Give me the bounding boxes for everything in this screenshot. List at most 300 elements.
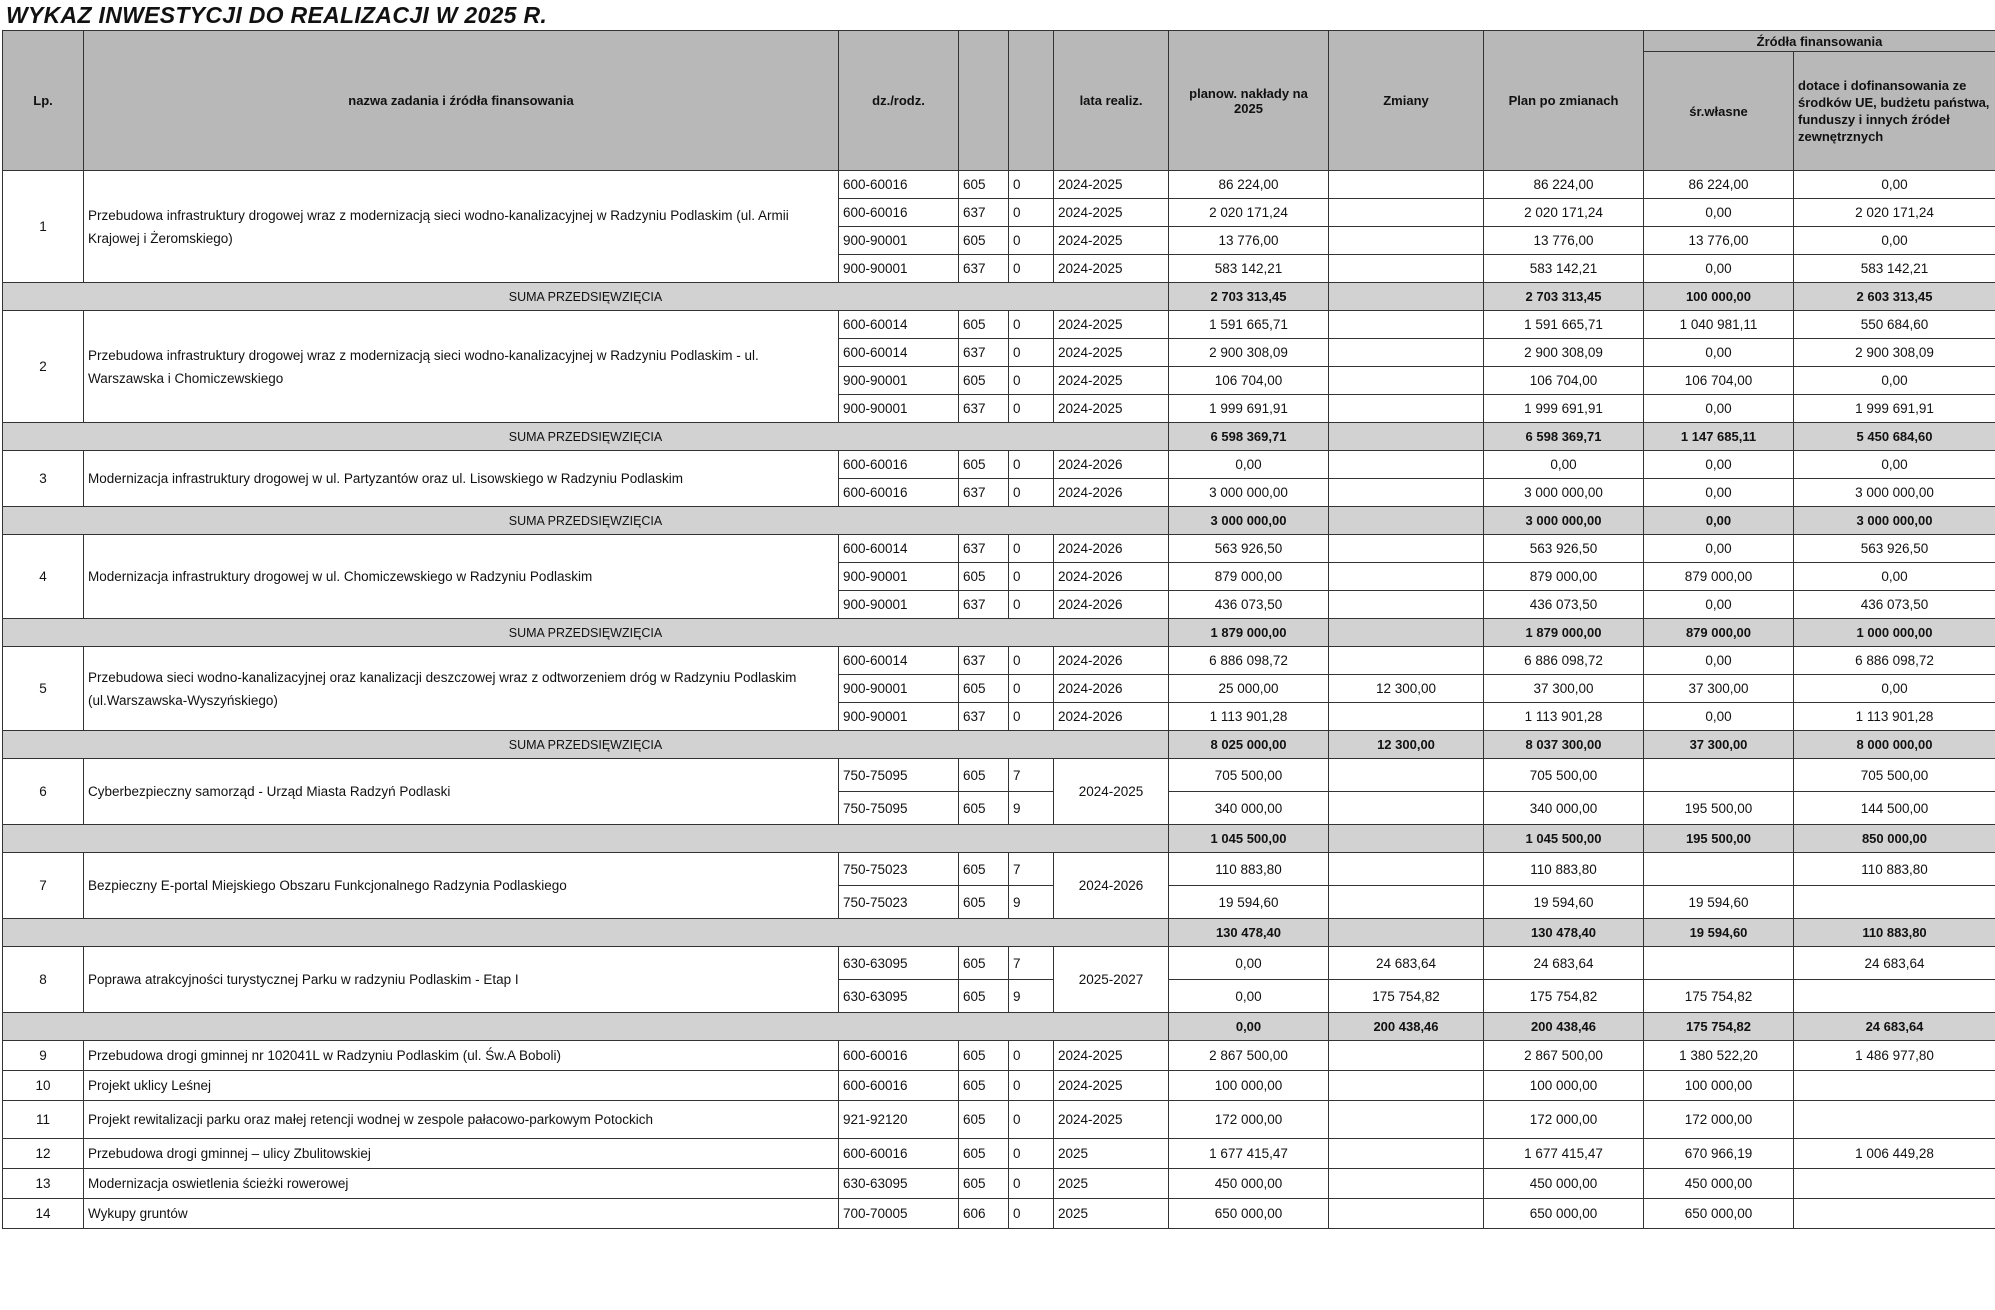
own-funds: 0,00 (1644, 703, 1794, 731)
grant-funds: 110 883,80 (1794, 853, 1995, 886)
source-digit: 0 (1009, 1071, 1054, 1101)
row-number: 11 (3, 1101, 84, 1139)
header-dz: dz./rodz. (839, 31, 959, 171)
plan-after-changes: 13 776,00 (1484, 227, 1644, 255)
planned-amount: 436 073,50 (1169, 591, 1329, 619)
paragraph-code: 605 (959, 171, 1009, 199)
planned-amount: 2 900 308,09 (1169, 339, 1329, 367)
grant-funds: 1 486 977,80 (1794, 1041, 1995, 1071)
page-title: WYKAZ INWESTYCJI DO REALIZACJI W 2025 R. (6, 2, 548, 28)
planned-amount: 25 000,00 (1169, 675, 1329, 703)
planned-amount: 0,00 (1169, 451, 1329, 479)
source-digit: 0 (1009, 199, 1054, 227)
plan-after-changes: 450 000,00 (1484, 1169, 1644, 1199)
source-digit: 0 (1009, 479, 1054, 507)
source-digit: 0 (1009, 339, 1054, 367)
sum-plan-after: 8 037 300,00 (1484, 731, 1644, 759)
division-code: 630-63095 (839, 980, 959, 1013)
realization-years: 2024-2025 (1054, 199, 1169, 227)
sum-own: 879 000,00 (1644, 619, 1794, 647)
paragraph-code: 637 (959, 647, 1009, 675)
row-number: 4 (3, 535, 84, 619)
source-digit: 0 (1009, 1169, 1054, 1199)
row-number: 2 (3, 311, 84, 423)
paragraph-code: 637 (959, 255, 1009, 283)
realization-years: 2024-2026 (1054, 853, 1169, 919)
own-funds: 0,00 (1644, 535, 1794, 563)
table-row (3, 853, 1995, 886)
realization-years: 2024-2026 (1054, 563, 1169, 591)
changes-amount (1329, 395, 1484, 423)
division-code: 630-63095 (839, 947, 959, 980)
own-funds: 450 000,00 (1644, 1169, 1794, 1199)
table-row (3, 171, 1995, 199)
planned-amount: 3 000 000,00 (1169, 479, 1329, 507)
changes-amount (1329, 199, 1484, 227)
planned-amount: 172 000,00 (1169, 1101, 1329, 1139)
sum-row (3, 619, 1995, 647)
source-digit: 7 (1009, 853, 1054, 886)
changes-amount (1329, 759, 1484, 792)
plan-after-changes: 6 886 098,72 (1484, 647, 1644, 675)
task-name: Modernizacja oswietlenia ścieżki rowerowej (84, 1169, 839, 1199)
source-digit: 7 (1009, 759, 1054, 792)
plan-after-changes: 106 704,00 (1484, 367, 1644, 395)
own-funds: 1 040 981,11 (1644, 311, 1794, 339)
changes-amount (1329, 255, 1484, 283)
task-name: Modernizacja infrastruktury drogowej w ul. Chomiczewskiego w Radzyniu Podlaskim (84, 535, 839, 619)
source-digit: 0 (1009, 1199, 1054, 1229)
plan-after-changes: 100 000,00 (1484, 1071, 1644, 1101)
changes-amount (1329, 339, 1484, 367)
row-number: 6 (3, 759, 84, 825)
division-code: 600-60014 (839, 311, 959, 339)
table-row (3, 647, 1995, 675)
division-code: 900-90001 (839, 563, 959, 591)
division-code: 900-90001 (839, 255, 959, 283)
sum-grant: 5 450 684,60 (1794, 423, 1995, 451)
table-row (3, 1101, 1995, 1139)
sum-planned: 6 598 369,71 (1169, 423, 1329, 451)
realization-years: 2024-2025 (1054, 311, 1169, 339)
paragraph-code: 605 (959, 1071, 1009, 1101)
division-code: 900-90001 (839, 367, 959, 395)
own-funds: 0,00 (1644, 479, 1794, 507)
grant-funds: 24 683,64 (1794, 947, 1995, 980)
sum-own: 175 754,82 (1644, 1013, 1794, 1041)
header-blank-2 (1009, 31, 1054, 171)
realization-years: 2024-2026 (1054, 675, 1169, 703)
paragraph-code: 637 (959, 479, 1009, 507)
own-funds: 0,00 (1644, 395, 1794, 423)
changes-amount (1329, 1101, 1484, 1139)
planned-amount: 1 591 665,71 (1169, 311, 1329, 339)
grant-funds (1794, 1169, 1995, 1199)
division-code: 600-60016 (839, 171, 959, 199)
paragraph-code: 637 (959, 703, 1009, 731)
table-row (3, 535, 1995, 563)
header-own: śr.własne (1644, 52, 1794, 171)
planned-amount: 0,00 (1169, 947, 1329, 980)
grant-funds: 550 684,60 (1794, 311, 1995, 339)
grant-funds (1794, 1101, 1995, 1139)
paragraph-code: 637 (959, 199, 1009, 227)
realization-years: 2024-2025 (1054, 759, 1169, 825)
sum-planned: 1 879 000,00 (1169, 619, 1329, 647)
changes-amount: 175 754,82 (1329, 980, 1484, 1013)
sum-row (3, 507, 1995, 535)
header-grants: dotace i dofinansowania ze środków UE, budżetu państwa, funduszy i innych źródeł zewnętrznych (1794, 52, 1995, 171)
realization-years: 2024-2025 (1054, 339, 1169, 367)
grant-funds: 436 073,50 (1794, 591, 1995, 619)
table-row (3, 1071, 1995, 1101)
sum-planned: 2 703 313,45 (1169, 283, 1329, 311)
grant-funds: 0,00 (1794, 563, 1995, 591)
source-digit: 0 (1009, 1101, 1054, 1139)
realization-years: 2025 (1054, 1199, 1169, 1229)
sum-planned: 8 025 000,00 (1169, 731, 1329, 759)
paragraph-code: 605 (959, 947, 1009, 980)
grant-funds: 0,00 (1794, 171, 1995, 199)
source-digit: 0 (1009, 563, 1054, 591)
source-digit: 0 (1009, 451, 1054, 479)
table-row (3, 1169, 1995, 1199)
plan-after-changes: 583 142,21 (1484, 255, 1644, 283)
grant-funds: 1 113 901,28 (1794, 703, 1995, 731)
planned-amount: 86 224,00 (1169, 171, 1329, 199)
row-number: 9 (3, 1041, 84, 1071)
plan-after-changes: 563 926,50 (1484, 535, 1644, 563)
own-funds (1644, 853, 1794, 886)
sum-own: 37 300,00 (1644, 731, 1794, 759)
row-number: 14 (3, 1199, 84, 1229)
paragraph-code: 605 (959, 227, 1009, 255)
changes-amount (1329, 1071, 1484, 1101)
plan-after-changes: 0,00 (1484, 451, 1644, 479)
sum-plan-after: 1 045 500,00 (1484, 825, 1644, 853)
realization-years: 2025 (1054, 1139, 1169, 1169)
planned-amount: 340 000,00 (1169, 792, 1329, 825)
sum-grant: 1 000 000,00 (1794, 619, 1995, 647)
realization-years: 2025-2027 (1054, 947, 1169, 1013)
plan-after-changes: 340 000,00 (1484, 792, 1644, 825)
grant-funds: 3 000 000,00 (1794, 479, 1995, 507)
paragraph-code: 605 (959, 1101, 1009, 1139)
sum-changes (1329, 423, 1484, 451)
plan-after-changes: 86 224,00 (1484, 171, 1644, 199)
sum-row (3, 919, 1995, 947)
division-code: 750-75023 (839, 853, 959, 886)
plan-after-changes: 879 000,00 (1484, 563, 1644, 591)
division-code: 900-90001 (839, 227, 959, 255)
source-digit: 9 (1009, 792, 1054, 825)
planned-amount: 450 000,00 (1169, 1169, 1329, 1199)
own-funds: 879 000,00 (1644, 563, 1794, 591)
sum-planned: 130 478,40 (1169, 919, 1329, 947)
planned-amount: 563 926,50 (1169, 535, 1329, 563)
sum-row (3, 423, 1995, 451)
realization-years: 2024-2025 (1054, 395, 1169, 423)
division-code: 900-90001 (839, 591, 959, 619)
sum-grant: 24 683,64 (1794, 1013, 1995, 1041)
own-funds: 100 000,00 (1644, 1071, 1794, 1101)
source-digit: 0 (1009, 703, 1054, 731)
row-number: 13 (3, 1169, 84, 1199)
paragraph-code: 637 (959, 395, 1009, 423)
row-number: 7 (3, 853, 84, 919)
table-header (3, 31, 1995, 171)
own-funds: 1 380 522,20 (1644, 1041, 1794, 1071)
sum-label: SUMA PRZEDSIĘWZIĘCIA (3, 283, 1169, 311)
realization-years: 2024-2025 (1054, 1101, 1169, 1139)
source-digit: 0 (1009, 227, 1054, 255)
planned-amount: 1 677 415,47 (1169, 1139, 1329, 1169)
grant-funds (1794, 1199, 1995, 1229)
changes-amount (1329, 792, 1484, 825)
realization-years: 2024-2025 (1054, 367, 1169, 395)
paragraph-code: 637 (959, 339, 1009, 367)
paragraph-code: 605 (959, 792, 1009, 825)
table-row (3, 947, 1995, 980)
planned-amount: 1 999 691,91 (1169, 395, 1329, 423)
plan-after-changes: 650 000,00 (1484, 1199, 1644, 1229)
realization-years: 2024-2025 (1054, 255, 1169, 283)
division-code: 600-60014 (839, 647, 959, 675)
row-number: 1 (3, 171, 84, 283)
grant-funds: 583 142,21 (1794, 255, 1995, 283)
realization-years: 2024-2026 (1054, 451, 1169, 479)
header-planned: planow. nakłady na 2025 (1169, 31, 1329, 171)
planned-amount: 705 500,00 (1169, 759, 1329, 792)
division-code: 921-92120 (839, 1101, 959, 1139)
sum-grant: 850 000,00 (1794, 825, 1995, 853)
paragraph-code: 605 (959, 853, 1009, 886)
division-code: 750-75095 (839, 792, 959, 825)
own-funds: 0,00 (1644, 339, 1794, 367)
grant-funds: 0,00 (1794, 227, 1995, 255)
sum-own: 195 500,00 (1644, 825, 1794, 853)
changes-amount (1329, 647, 1484, 675)
table-row (3, 759, 1995, 792)
realization-years: 2025 (1054, 1169, 1169, 1199)
plan-after-changes: 19 594,60 (1484, 886, 1644, 919)
sum-planned: 3 000 000,00 (1169, 507, 1329, 535)
planned-amount: 19 594,60 (1169, 886, 1329, 919)
changes-amount (1329, 171, 1484, 199)
paragraph-code: 605 (959, 451, 1009, 479)
division-code: 600-60016 (839, 451, 959, 479)
sum-own: 1 147 685,11 (1644, 423, 1794, 451)
own-funds (1644, 947, 1794, 980)
paragraph-code: 605 (959, 311, 1009, 339)
realization-years: 2024-2025 (1054, 227, 1169, 255)
changes-amount (1329, 311, 1484, 339)
planned-amount: 100 000,00 (1169, 1071, 1329, 1101)
paragraph-code: 605 (959, 1139, 1009, 1169)
own-funds: 0,00 (1644, 591, 1794, 619)
sum-own: 19 594,60 (1644, 919, 1794, 947)
row-number: 8 (3, 947, 84, 1013)
sum-label: SUMA PRZEDSIĘWZIĘCIA (3, 731, 1169, 759)
table-row (3, 451, 1995, 479)
sum-label: SUMA PRZEDSIĘWZIĘCIA (3, 423, 1169, 451)
header-name: nazwa zadania i źródła finansowania (84, 31, 839, 171)
paragraph-code: 637 (959, 535, 1009, 563)
division-code: 900-90001 (839, 703, 959, 731)
own-funds: 0,00 (1644, 647, 1794, 675)
division-code: 600-60016 (839, 1139, 959, 1169)
source-digit: 9 (1009, 980, 1054, 1013)
own-funds: 37 300,00 (1644, 675, 1794, 703)
own-funds (1644, 759, 1794, 792)
grant-funds: 0,00 (1794, 367, 1995, 395)
plan-after-changes: 110 883,80 (1484, 853, 1644, 886)
planned-amount: 2 867 500,00 (1169, 1041, 1329, 1071)
own-funds: 0,00 (1644, 451, 1794, 479)
own-funds: 195 500,00 (1644, 792, 1794, 825)
sum-label (3, 919, 1169, 947)
grant-funds: 6 886 098,72 (1794, 647, 1995, 675)
plan-after-changes: 2 867 500,00 (1484, 1041, 1644, 1071)
plan-after-changes: 175 754,82 (1484, 980, 1644, 1013)
task-name: Przebudowa sieci wodno-kanalizacyjnej oraz kanalizacji deszczowej wraz z odtworzeniem dróg w Radzyniu Podlaskim (ul.Warszawska-Wyszyńskiego) (84, 647, 839, 731)
task-name: Bezpieczny E-portal Miejskiego Obszaru Funkcjonalnego Radzynia Podlaskiego (84, 853, 839, 919)
sum-changes (1329, 283, 1484, 311)
sum-plan-after: 130 478,40 (1484, 919, 1644, 947)
own-funds: 19 594,60 (1644, 886, 1794, 919)
changes-amount (1329, 1139, 1484, 1169)
division-code: 900-90001 (839, 395, 959, 423)
sum-plan-after: 1 879 000,00 (1484, 619, 1644, 647)
own-funds: 106 704,00 (1644, 367, 1794, 395)
source-digit: 0 (1009, 1041, 1054, 1071)
plan-after-changes: 24 683,64 (1484, 947, 1644, 980)
paragraph-code: 606 (959, 1199, 1009, 1229)
division-code: 600-60014 (839, 535, 959, 563)
source-digit: 0 (1009, 367, 1054, 395)
planned-amount: 106 704,00 (1169, 367, 1329, 395)
table-row (3, 1199, 1995, 1229)
grant-funds: 144 500,00 (1794, 792, 1995, 825)
paragraph-code: 637 (959, 591, 1009, 619)
sum-changes: 200 438,46 (1329, 1013, 1484, 1041)
sum-planned: 0,00 (1169, 1013, 1329, 1041)
sum-changes (1329, 919, 1484, 947)
sum-label (3, 1013, 1169, 1041)
sum-changes (1329, 507, 1484, 535)
planned-amount: 879 000,00 (1169, 563, 1329, 591)
grant-funds: 705 500,00 (1794, 759, 1995, 792)
grant-funds: 0,00 (1794, 451, 1995, 479)
changes-amount (1329, 853, 1484, 886)
plan-after-changes: 37 300,00 (1484, 675, 1644, 703)
task-name: Wykupy gruntów (84, 1199, 839, 1229)
sum-plan-after: 2 703 313,45 (1484, 283, 1644, 311)
plan-after-changes: 1 591 665,71 (1484, 311, 1644, 339)
planned-amount: 583 142,21 (1169, 255, 1329, 283)
source-digit: 7 (1009, 947, 1054, 980)
planned-amount: 650 000,00 (1169, 1199, 1329, 1229)
paragraph-code: 605 (959, 675, 1009, 703)
changes-amount (1329, 451, 1484, 479)
source-digit: 0 (1009, 647, 1054, 675)
plan-after-changes: 172 000,00 (1484, 1101, 1644, 1139)
changes-amount (1329, 227, 1484, 255)
sum-grant: 110 883,80 (1794, 919, 1995, 947)
paragraph-code: 605 (959, 1041, 1009, 1071)
sum-grant: 2 603 313,45 (1794, 283, 1995, 311)
sum-changes (1329, 825, 1484, 853)
row-number: 3 (3, 451, 84, 507)
paragraph-code: 605 (959, 367, 1009, 395)
header-blank-1 (959, 31, 1009, 171)
grant-funds: 0,00 (1794, 675, 1995, 703)
paragraph-code: 605 (959, 886, 1009, 919)
sum-grant: 8 000 000,00 (1794, 731, 1995, 759)
division-code: 600-60016 (839, 199, 959, 227)
realization-years: 2024-2025 (1054, 1041, 1169, 1071)
source-digit: 0 (1009, 311, 1054, 339)
planned-amount: 1 113 901,28 (1169, 703, 1329, 731)
table-row (3, 311, 1995, 339)
sum-row (3, 1013, 1995, 1041)
task-name: Projekt rewitalizacji parku oraz małej retencji wodnej w zespole pałacowo-parkowym Potockich (84, 1101, 839, 1139)
task-name: Przebudowa infrastruktury drogowej wraz z modernizacją sieci wodno-kanalizacyjnej w Radzyniu Podlaskim - ul. Warszawska i Chomiczewskiego (84, 311, 839, 423)
changes-amount (1329, 479, 1484, 507)
header-plan-after: Plan po zmianach (1484, 31, 1644, 171)
source-digit: 9 (1009, 886, 1054, 919)
grant-funds: 563 926,50 (1794, 535, 1995, 563)
changes-amount (1329, 1041, 1484, 1071)
row-number: 5 (3, 647, 84, 731)
planned-amount: 110 883,80 (1169, 853, 1329, 886)
sum-row (3, 731, 1995, 759)
sum-plan-after: 3 000 000,00 (1484, 507, 1644, 535)
changes-amount: 12 300,00 (1329, 675, 1484, 703)
changes-amount (1329, 703, 1484, 731)
plan-after-changes: 1 677 415,47 (1484, 1139, 1644, 1169)
division-code: 900-90001 (839, 675, 959, 703)
table-row (3, 1139, 1995, 1169)
own-funds: 13 776,00 (1644, 227, 1794, 255)
plan-after-changes: 1 113 901,28 (1484, 703, 1644, 731)
own-funds: 670 966,19 (1644, 1139, 1794, 1169)
sum-own: 0,00 (1644, 507, 1794, 535)
grant-funds (1794, 1071, 1995, 1101)
plan-after-changes: 2 900 308,09 (1484, 339, 1644, 367)
sum-label (3, 825, 1169, 853)
paragraph-code: 605 (959, 980, 1009, 1013)
header-sources: Źródła finansowania (1644, 31, 1995, 52)
grant-funds: 1 006 449,28 (1794, 1139, 1995, 1169)
source-digit: 0 (1009, 1139, 1054, 1169)
table-row (3, 1041, 1995, 1071)
realization-years: 2024-2026 (1054, 647, 1169, 675)
changes-amount (1329, 367, 1484, 395)
header-years: lata realiz. (1054, 31, 1169, 171)
realization-years: 2024-2026 (1054, 535, 1169, 563)
paragraph-code: 605 (959, 1169, 1009, 1199)
division-code: 600-60014 (839, 339, 959, 367)
planned-amount: 0,00 (1169, 980, 1329, 1013)
plan-after-changes: 1 999 691,91 (1484, 395, 1644, 423)
source-digit: 0 (1009, 591, 1054, 619)
sum-changes: 12 300,00 (1329, 731, 1484, 759)
paragraph-code: 605 (959, 759, 1009, 792)
sum-row (3, 283, 1995, 311)
changes-amount (1329, 1199, 1484, 1229)
grant-funds (1794, 886, 1995, 919)
